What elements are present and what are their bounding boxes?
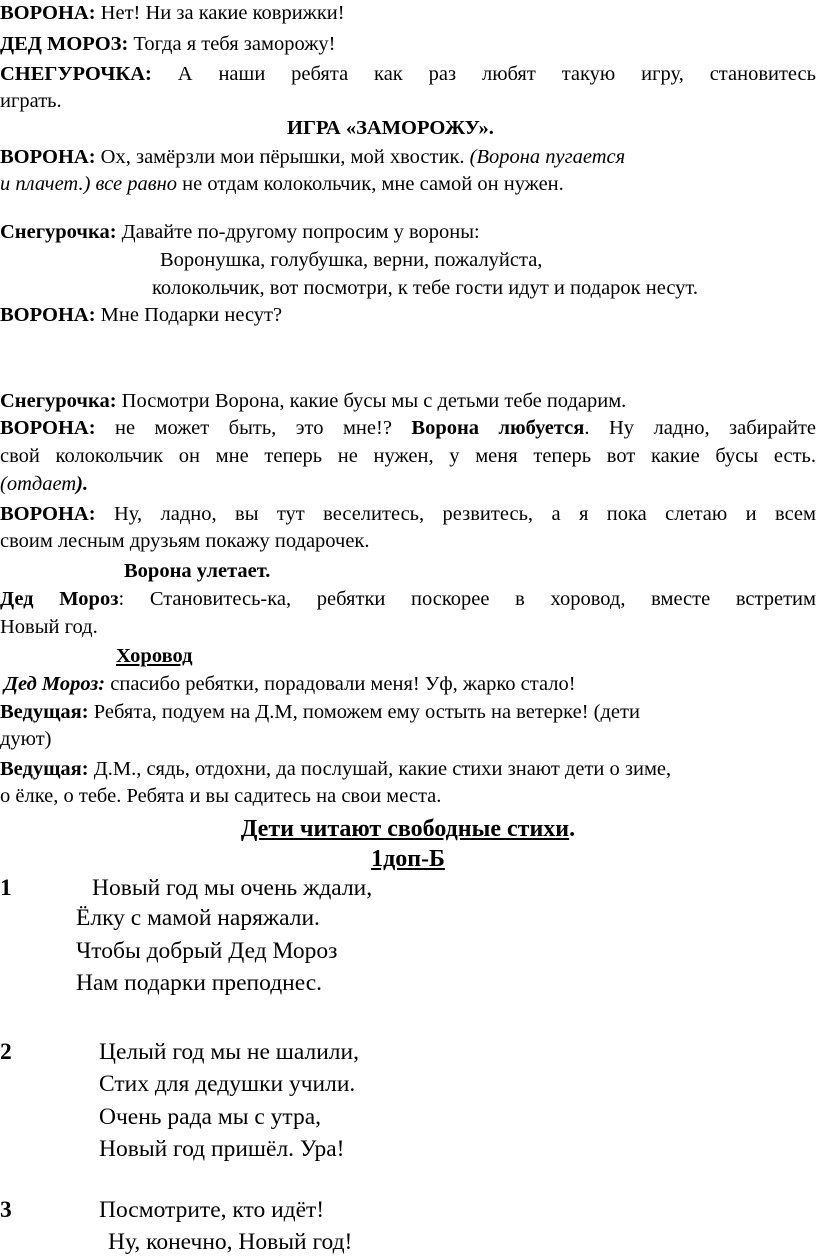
heading-text: Дети читают свободные стихи — [240, 816, 570, 842]
line-ded-moroz-thanks — [4, 671, 816, 697]
game-title-text: ИГРА «ЗАМОРОЖУ». — [287, 117, 494, 139]
line-continuation — [0, 443, 816, 469]
line-text: Ох, замёрзли мои пёрышки, мой хвостик. — [95, 146, 470, 168]
line-crow-refuses — [0, 0, 816, 26]
group-heading — [0, 844, 816, 874]
game-title — [287, 115, 816, 141]
line-text: играть. — [0, 90, 62, 112]
line-text: А наши ребята как раз любят такую игру, становитесь — [151, 63, 816, 85]
speaker-name: Ведущая: — [0, 758, 89, 780]
line-text: . Ну ладно, забирайте — [584, 417, 816, 439]
section-heading-poems — [0, 814, 816, 844]
poem-line: Целый год мы не шалили, — [99, 1039, 359, 1065]
line-text: : Становитесь-ка, ребятки поскорее в хоровод, вместе встретим — [118, 588, 816, 610]
poem-line: Ну, конечно, Новый год! — [108, 1229, 353, 1255]
stage-direction: (Ворона пугается — [469, 146, 626, 168]
line-snegurochka-game — [0, 61, 816, 87]
speaker-name: ВОРОНА: — [0, 417, 96, 439]
stage-direction: ). — [76, 473, 89, 495]
heading-dot: . — [569, 816, 576, 842]
line-ded-moroz-freeze — [0, 31, 816, 57]
line-crow-leaving — [0, 501, 816, 527]
line-text: Посмотри Ворона, какие бусы мы с детьми тебе подарим. — [116, 390, 627, 412]
line-text: Мне Подарки несут? — [95, 304, 283, 326]
khorovod-heading — [116, 643, 816, 669]
speaker-name: ВОРОНА: — [0, 503, 96, 525]
line-text: Нет! Ни за какие коврижки! — [95, 2, 345, 24]
khorovod-text: Хоровод — [116, 645, 193, 667]
line-text: о ёлке, о тебе. Ребята и вы садитесь на свои места. — [0, 785, 442, 807]
line-crow-frozen — [0, 144, 816, 170]
line-crow-admires — [0, 415, 816, 441]
stage-direction: Ворона улетает. — [124, 560, 271, 582]
line-text: дуют) — [0, 728, 52, 750]
line-snegurochka-ask — [0, 219, 816, 245]
line-text: свой колокольчик он мне теперь не нужен, у меня теперь вот какие бусы есть. — [0, 445, 816, 467]
line-host-rest — [0, 756, 816, 782]
line-snegurochka-beads — [0, 388, 816, 414]
line-continuation — [0, 528, 816, 554]
line-text: Воронушка, голубушка, верни, пожалуйста, — [160, 249, 543, 271]
poem-line: Очень рада мы с утра, — [99, 1104, 322, 1130]
line-continuation — [0, 783, 816, 809]
speaker-name: Снегурочка: — [0, 390, 117, 412]
line-continuation — [0, 471, 816, 497]
poem-number-text: 1 — [0, 875, 12, 901]
line-text: Ну, ладно, вы тут веселитесь, резвитесь, а я пока слетаю и всем — [95, 503, 816, 525]
poem-line: Чтобы добрый Дед Мороз — [76, 938, 338, 964]
line-text: не может быть, это мне!? — [95, 417, 412, 439]
speaker-name: СНЕГУРОЧКА: — [0, 63, 152, 85]
line-text: своим лесным друзьям покажу подарочек. — [0, 530, 370, 552]
speaker-name: Дед Мороз — [0, 588, 119, 610]
speaker-name: Ведущая: — [0, 701, 89, 723]
line-indented — [152, 275, 816, 301]
poem-number-text: 3 — [0, 1197, 12, 1223]
line-ded-moroz-dance — [0, 586, 816, 612]
speaker-name: ВОРОНА: — [0, 304, 96, 326]
line-crow-gifts — [0, 302, 816, 328]
line-continuation — [0, 88, 816, 114]
speaker-name: ВОРОНА: — [0, 2, 96, 24]
line-text: спасибо ребятки, порадовали меня! Уф, жарко стало! — [105, 673, 576, 695]
poem-line: Новый год мы очень ждали, — [92, 875, 373, 901]
line-text: Тогда я тебя заморожу! — [128, 33, 336, 55]
speaker-name: Снегурочка: — [0, 221, 117, 243]
line-continuation — [0, 614, 816, 640]
poem-number-text: 2 — [0, 1039, 12, 1065]
stage-direction: Ворона любуется — [411, 417, 585, 439]
line-text: Ребята, подуем на Д.М, поможем ему остыть на ветерке! (дети — [88, 701, 640, 723]
line-text: Новый год. — [0, 616, 98, 638]
line-continuation — [0, 726, 816, 752]
line-text: не отдам колокольчик, мне самой он нужен. — [177, 173, 564, 195]
stage-direction: (отдает — [0, 473, 77, 495]
line-text: Давайте по-другому попросим у вороны: — [116, 221, 480, 243]
poem-line: Новый год пришёл. Ура! — [99, 1136, 345, 1162]
poem-line: Нам подарки преподнес. — [76, 970, 323, 996]
line-indented — [160, 247, 816, 273]
stage-direction: и плачет.) все равно — [0, 173, 178, 195]
speaker-name: ВОРОНА: — [0, 146, 96, 168]
line-text: колокольчик, вот посмотри, к тебе гости идут и подарок несут. — [152, 277, 698, 299]
line-continuation — [0, 171, 816, 197]
poem-line: Стих для дедушки учили. — [99, 1071, 356, 1097]
stage-direction-crow-flies — [124, 558, 816, 584]
line-text: Д.М., сядь, отдохни, да послушай, какие стихи знают дети о зиме, — [88, 758, 672, 780]
line-host-blow — [0, 699, 816, 725]
group-text: 1доп-Б — [371, 846, 445, 872]
poem-line: Посмотрите, кто идёт! — [99, 1197, 325, 1223]
speaker-name: ДЕД МОРОЗ: — [0, 33, 129, 55]
poem-line: Ёлку с мамой наряжали. — [76, 905, 320, 931]
speaker-name: Дед Мороз: — [4, 673, 106, 695]
